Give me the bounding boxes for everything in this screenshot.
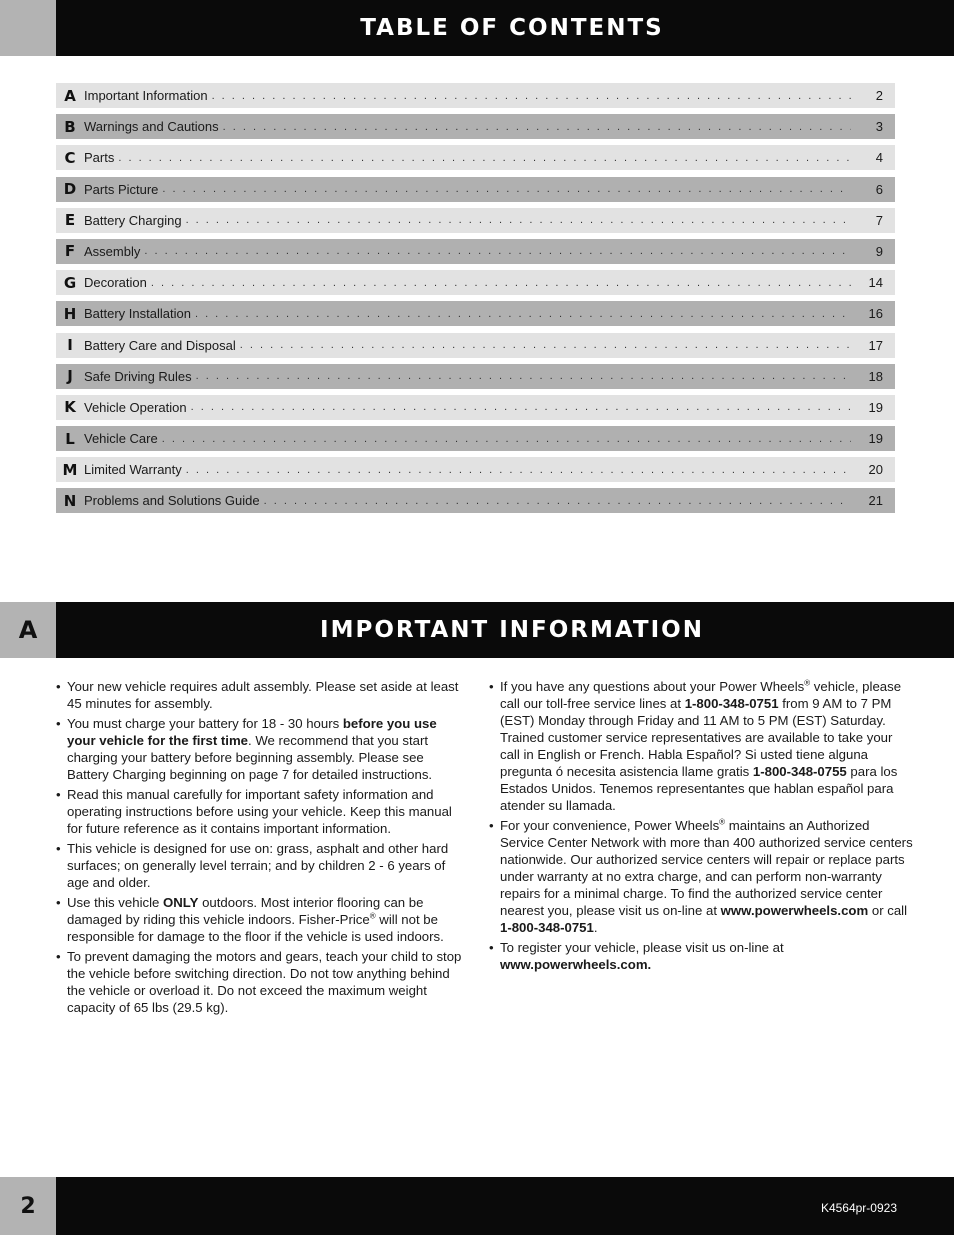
- toc-row: [56, 270, 895, 295]
- right-column: [489, 678, 914, 976]
- important-info-band: [56, 602, 954, 658]
- toc-title-text: Limited Warranty: [84, 462, 182, 478]
- toc-header-band: [56, 0, 954, 56]
- toc-leader-dots: [144, 245, 851, 257]
- toc-row: [56, 333, 895, 358]
- toc-letter: H: [63, 304, 77, 323]
- toc-letter: G: [63, 273, 77, 292]
- toc-leader-dots: [151, 277, 851, 289]
- phone-number: 1-800-348-0751: [684, 696, 779, 711]
- toc-page-number: 6: [875, 181, 883, 197]
- bullet-motors-gears: • To prevent damaging the motors and gears, teach your child to stop the vehicle before switching direction. Do not tow anything behind the vehicle or overload it. Do not exceed the maximum weight capacity of 65 lbs (29.5 kg).: [56, 948, 466, 1016]
- bullet-outdoors-only: • Use this vehicle ONLY outdoors. Most interior flooring can be damaged by riding this vehicle indoors. Fisher-Price® will not be responsible for damage to the floor if the vehicle is used indoors.: [56, 894, 466, 945]
- toc-title-text: Important Information: [84, 88, 208, 103]
- toc-letter: I: [67, 336, 73, 354]
- toc-leader-dots: [264, 495, 851, 507]
- toc-leader-dots: [212, 90, 851, 102]
- toc-title: TABLE OF CONTENTS: [360, 15, 664, 41]
- toc-row: [56, 208, 895, 233]
- toc-leader-dots: [195, 308, 851, 320]
- toc-letter: E: [64, 211, 76, 230]
- toc-letter: F: [64, 242, 76, 261]
- toc-row: [56, 395, 895, 420]
- bullet-surfaces: • This vehicle is designed for use on: grass, asphalt and other hard surfaces; on generally level terrain; and by children 2 - 6 years of age and older.: [56, 840, 466, 891]
- toc-page-number: 14: [868, 275, 883, 291]
- toc-title-text: Decoration: [84, 275, 147, 291]
- toc-page-number: 21: [868, 493, 883, 509]
- toc-row: [56, 83, 895, 108]
- phone-number: 1-800-348-0751: [500, 920, 594, 935]
- toc-page-number: 17: [868, 337, 883, 353]
- toc-title-text: Problems and Solutions Guide: [84, 493, 260, 509]
- toc-title-text: Parts: [84, 150, 115, 166]
- bullet-charge-battery: • You must charge your battery for 18 - 30 hours before you use your vehicle for the first time. We recommend that you start charging your battery before beginning assembly. Please see Battery Charging beginning on page 7 for detailed instructions.: [56, 715, 466, 783]
- website-link: www.powerwheels.com: [720, 903, 869, 918]
- bullet-questions: • If you have any questions about your Power Wheels® vehicle, please call our toll-free service lines at 1-800-348-0751 from 9 AM to 7 PM (EST) Monday through Friday and 11 AM to 5 PM (EST) Saturday. Trained customer service representatives are available to take your call in English or French. Habla Español? Si usted tiene alguna pregunta ó necesita asistencia llame gratis 1-800-348-0755 para los Estados Unidos. Tenemos representantes que hablan español para atender su llamada.: [489, 678, 914, 814]
- toc-leader-dots: [240, 339, 851, 351]
- toc-title-text: Battery Care and Disposal: [84, 337, 236, 353]
- website-link: www.powerwheels.com.: [500, 957, 652, 972]
- toc-page-number: 19: [868, 399, 883, 415]
- left-column: [56, 678, 466, 1019]
- toc-page-number: 7: [875, 212, 883, 228]
- toc-row: [56, 239, 895, 264]
- toc-page-number: 3: [875, 119, 883, 135]
- toc-row: [56, 488, 895, 513]
- toc-title-text: Warnings and Cautions: [84, 119, 219, 135]
- toc-list: [56, 83, 895, 520]
- toc-row: [56, 301, 895, 326]
- toc-page-number: 4: [875, 150, 883, 166]
- toc-page-number: 16: [868, 306, 883, 322]
- toc-page-number: 18: [868, 368, 883, 384]
- page-number: 2: [0, 1177, 56, 1235]
- toc-title-text: Safe Driving Rules: [84, 368, 192, 384]
- toc-page-number: 19: [868, 431, 883, 447]
- toc-leader-dots: [196, 370, 851, 382]
- toc-letter: B: [64, 117, 76, 136]
- toc-title-text: Vehicle Care: [84, 431, 158, 447]
- toc-leader-dots: [186, 464, 851, 476]
- toc-leader-dots: [162, 433, 851, 445]
- toc-row: [56, 114, 895, 139]
- toc-letter: A: [64, 86, 76, 105]
- toc-row: [56, 177, 895, 202]
- toc-row: [56, 426, 895, 451]
- toc-header: [0, 0, 954, 56]
- toc-letter: D: [63, 180, 77, 199]
- toc-letter: L: [65, 429, 75, 448]
- toc-title-text: Battery Charging: [84, 212, 182, 228]
- toc-header-tab: [0, 0, 56, 56]
- toc-title-text: Parts Picture: [84, 181, 159, 197]
- toc-page-number: 2: [875, 88, 883, 103]
- bullet-adult-assembly: • Your new vehicle requires adult assembly. Please set aside at least 45 minutes for assembly.: [56, 678, 466, 712]
- toc-letter: J: [67, 367, 73, 386]
- toc-leader-dots: [118, 152, 851, 164]
- bullet-read-manual: • Read this manual carefully for important safety information and operating instructions before using your vehicle. Keep this manual for future reference as it contains important information.: [56, 786, 466, 837]
- toc-page-number: 20: [868, 462, 883, 478]
- toc-row: [56, 145, 895, 170]
- footer: [0, 1177, 954, 1235]
- toc-title-text: Battery Installation: [84, 306, 191, 322]
- toc-leader-dots: [162, 183, 851, 195]
- important-info-title: IMPORTANT INFORMATION: [320, 617, 704, 643]
- bullet-service-centers: • For your convenience, Power Wheels® maintains an Authorized Service Center Network with more than 400 authorized service centers nationwide. Our authorized service centers will repair or replace parts under warranty at no extra charge, and can perform non-warranty repairs for a minimal charge. To find the authorized service center nearest you, please visit us on-line at www.powerwheels.com or call 1-800-348-0751.: [489, 817, 914, 936]
- toc-row: [56, 364, 895, 389]
- toc-letter: M: [62, 460, 78, 479]
- toc-title-text: Assembly: [84, 243, 141, 259]
- toc-leader-dots: [191, 401, 851, 413]
- document-code: K4564pr-0923: [820, 1201, 897, 1215]
- toc-title-text: Vehicle Operation: [84, 399, 187, 415]
- phone-number-spanish: 1-800-348-0755: [752, 764, 847, 779]
- important-info-header: [0, 602, 954, 658]
- toc-letter: K: [64, 398, 76, 417]
- toc-letter: N: [63, 491, 77, 510]
- toc-leader-dots: [223, 121, 851, 133]
- toc-row: [56, 457, 895, 482]
- toc-page-number: 9: [875, 243, 883, 259]
- toc-letter: C: [64, 148, 76, 167]
- section-letter-tab: A: [0, 602, 56, 658]
- toc-leader-dots: [186, 214, 851, 226]
- footer-band: [56, 1177, 954, 1235]
- bullet-register: • To register your vehicle, please visit us on-line at www.powerwheels.com.: [489, 939, 914, 973]
